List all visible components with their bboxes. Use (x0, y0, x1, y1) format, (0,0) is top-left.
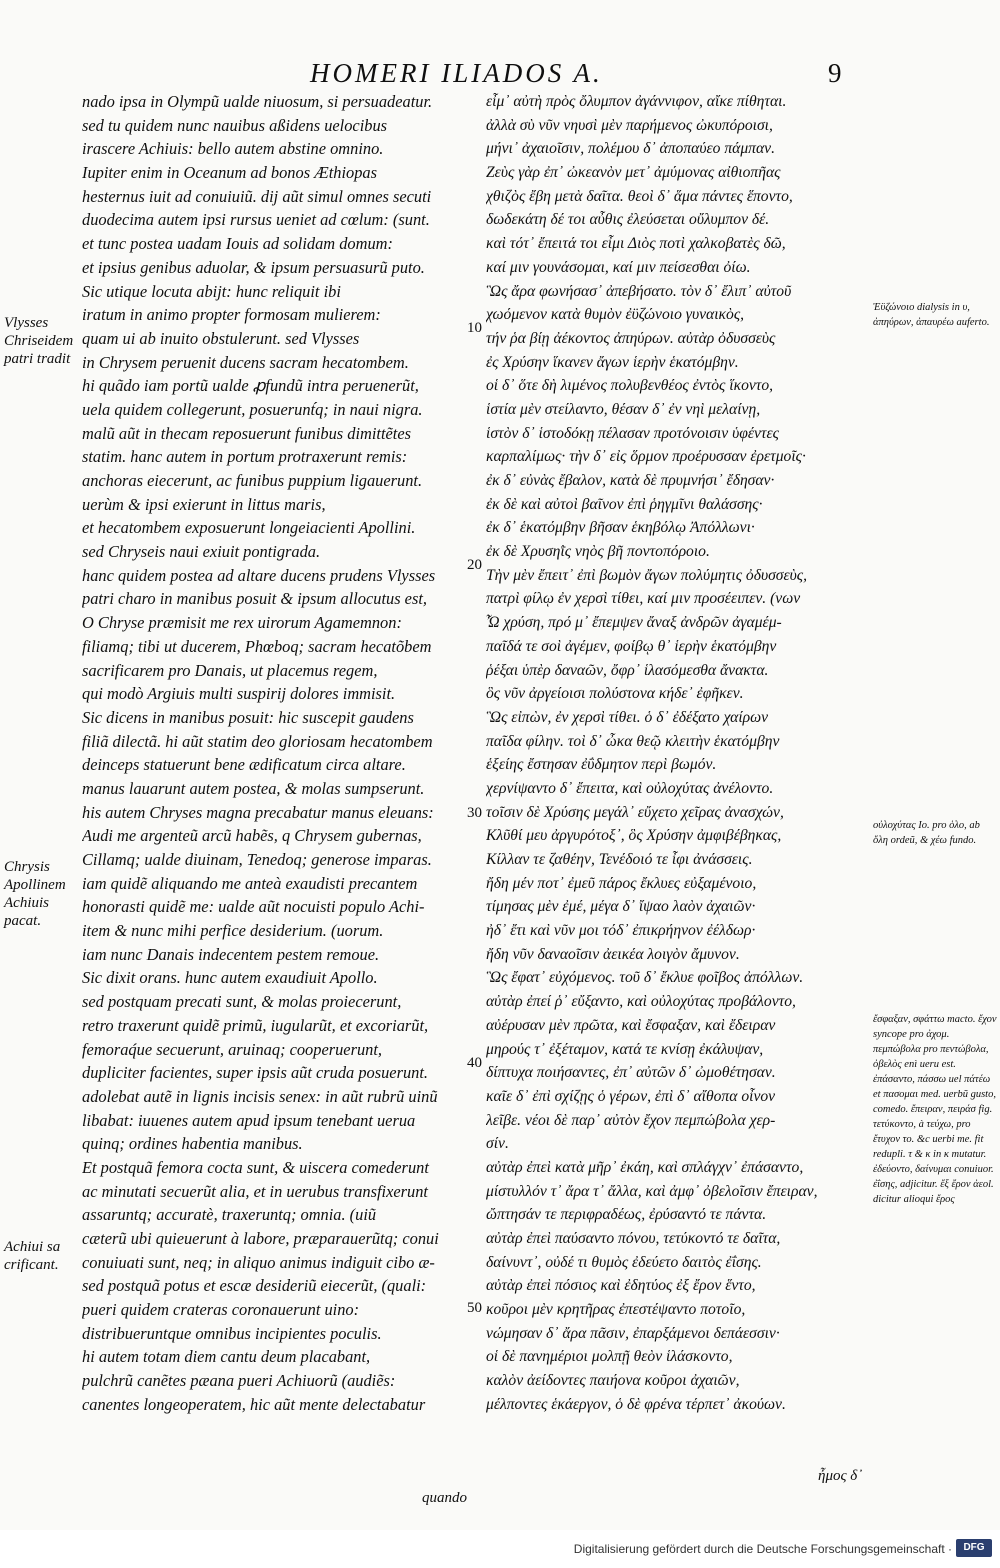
greek-verse-line: ἐς Χρύσην ἵκανεν ἄγων ἱερὴν ἑκατόμβην. (486, 353, 739, 371)
latin-verse-line: in Chrysem peruenit ducens sacram hecatombem. (82, 352, 409, 372)
latin-verse-line: nado ipsa in Olympũ ualde niuosum, si persuadeatur. (82, 92, 433, 111)
latin-verse-line: sacrificarem pro Danais, ut placemus regem, (82, 660, 378, 680)
latin-verse-line: quinq; ordines habentia manibus. (82, 1134, 303, 1154)
margin-note-left: Achiui sa crificant. (4, 1239, 61, 1273)
latin-verse-line: Et postquã femora cocta sunt, & uiscera comederunt (82, 1157, 429, 1177)
greek-verse-line: ἐκ δὲ Χρυσηῒς νηὸς βῆ ποντοπόροιο. (486, 543, 710, 561)
margin-note-right: ἔσφαξαν, σφάττω macto. ἔχον syncope pro ἀχομ. πεμπώβολα pro πεντώβολα, ὀβελὸς enì ueru est. ἐπάσαντο, πάσσω uel πάτέω et πασομαι med. uerbũ gusto, comedo. ἔπειραν, πειράσ fig. τετύκοντο, à τεύχω, pro ἔτυχον το. &c uerbi me. fit redupli. τ & κ in κ mutatur. ἐδεύοντο, δαίνυμαι conuiuor. ἐΐσης, adjicitur. ἔξ ἔρον ἀεοl. dicitur alioqui ἔρος (873, 1014, 997, 1205)
latin-verse-line: distribueruntque omnibus incipientes poculis. (82, 1323, 382, 1343)
latin-verse-line: retro traxerunt quidẽ primũ, iugularũt, et excoriarũt, (82, 1015, 429, 1035)
line-number: 40 (467, 1055, 482, 1071)
greek-verse-line: εἶμ᾽ αὐτὴ πρὸς ὄλυμπον ἀγάννιφον, αἴκε πίθηται. (486, 93, 787, 110)
greek-verse-line: χθιζὸς ἔβη μετὰ δαῖτα. θεοὶ δ᾽ ἅμα πάντες ἕποντο, (486, 187, 793, 205)
line-number: 50 (467, 1300, 482, 1316)
greek-verse-line: ὤπτησάν τε περιφραδέως, ἐρύσαντό τε πάντα. (486, 1206, 767, 1224)
greek-verse-line: καῖε δ᾽ ἐπὶ σχίζῃς ὁ γέρων, ἐπὶ δ᾽ αἴθοπα οἶνον (486, 1087, 776, 1105)
latin-verse-line: Audi me argenteũ arcũ habẽs, q Chrysem gubernas, (82, 826, 422, 846)
latin-verse-line: sed postquam precati sunt, & molas proiecerunt, (82, 992, 402, 1012)
latin-verse-line: et hecatombem exposuerunt longeiacienti Apollini. (82, 518, 416, 538)
latin-verse-line: sed tu quidem nunc nauibus aßidens uelocibus (82, 115, 388, 135)
latin-verse-line: cæterũ ubi quieuerunt à labore, præparauerũtq; conui (82, 1229, 439, 1248)
greek-verse-line: πατρὶ φίλῳ ἐν χερσὶ τίθει, καί μιν προσέειπεν. (νων (486, 590, 801, 608)
latin-verse-line: Cillamq; ualde diuinam, Tenedoq; generose imparas. (82, 850, 432, 869)
latin-verse-line: quam ui ab inuito obstulerunt. sed Vlysses (82, 328, 360, 348)
greek-verse-line: Ὣς εἰπὼν, ἐν χερσὶ τίθει. ὁ δ᾽ ἐδέξατο χαίρων (486, 708, 769, 726)
greek-verse-line: μέλποντες ἑκάεργον, ὁ δὲ φρένα τέρπετ᾽ ἀκούων. (486, 1395, 786, 1413)
latin-verse-line: Sic dixit orans. hunc autem exaudiuit Apollo. (82, 968, 378, 988)
latin-verse-line: et tunc postea uadam Iouis ad solidam domum: (82, 234, 393, 254)
latin-verse-line: anchoras eiecerunt, ac funibus puppium ligauerunt. (82, 471, 423, 490)
digitization-footer (0, 1530, 1000, 1568)
latin-verse-line: canentes longeoperatem, hic aũt mente delectabatur (82, 1394, 426, 1414)
greek-verse-line: Κίλλαν τε ζαθέην, Τενέδοιό τε ἶφι ἀνάσσεις. (486, 851, 753, 868)
latin-verse-line: et ipsius genibus aduolar, & ipsum persuasurũ puto. (82, 257, 425, 277)
greek-verse-line: νώμησαν δ᾽ ἄρα πᾶσιν, ἐπαρξάμενοι δεπάεσσιν· (486, 1324, 780, 1342)
greek-verse-line: παῖδα φίλην. τοὶ δ᾽ ὦκα θεῷ κλειτὴν ἑκατόμβην (486, 732, 780, 750)
greek-verse-line: ἐκ δ᾽ ἑκατόμβην βῆσαν ἑκηβόλῳ Ἀπόλλωνι· (486, 519, 755, 537)
latin-verse-line: filiamq; tibi ut ducerem, Phœboq; sacram hecatõbem (82, 636, 432, 656)
greek-verse-line: λεῖβε. νέοι δὲ παρ᾽ αὐτὸν ἔχον πεμπώβολα χερ- (486, 1111, 776, 1129)
margin-note-right: Ἐϋζώνοιο dialysis in υ, ἀπηύρων, ἀπαυρέω auferto. (873, 302, 990, 328)
latin-verse-line: iratum in animo propter formosam mulierem: (82, 305, 381, 325)
greek-verse-line: Ὣς ἔφατ᾽ εὐχόμενος. τοῦ δ᾽ ἔκλυε φοῖβος ἀπόλλων. (486, 969, 804, 987)
greek-verse-line: ἤδη μέν ποτ᾽ ἐμεῦ πάρος ἔκλυες εὐξαμένοιο, (486, 874, 757, 892)
greek-verse-line: καὶ τότ᾽ ἔπειτά τοι εἶμι Διὸς ποτὶ χαλκοβατὲς δῶ, (486, 235, 786, 253)
latin-verse-line: malũ aũt in thecam reposuerunt funibus dimittẽtes (82, 423, 411, 443)
greek-verse-line: αὐτὰρ ἐπεὶ παύσαντο πόνου, τετύκοντό τε δαῖτα, (486, 1230, 781, 1247)
latin-verse-line: hesternus iuit ad conuiuiũ. dij aũt simul omnes secuti (82, 186, 432, 206)
latin-verse-line: uela quidem collegerunt, posuerunt́q; in naui nigra. (82, 399, 423, 419)
greek-verse-line: ἐκ δὲ καὶ αὐτοὶ βαῖνον ἐπὶ ῥηγμῖνι θαλάσσης· (486, 495, 763, 513)
greek-verse-line: μίστυλλόν τ᾽ ἄρα τ᾽ ἄλλα, καὶ ἀμφ᾽ ὀβελοῖσιν ἔπειραν, (486, 1182, 818, 1200)
greek-verse-line: αὐτὰρ ἐπεὶ κατὰ μῆρ᾽ ἐκάη, καὶ σπλάγχν᾽ ἐπάσαντο, (486, 1158, 804, 1176)
page-number: 9 (828, 58, 845, 88)
greek-verse-line: ὃς νῦν ἀργείοισι πολύστονα κήδε᾽ ἐφῆκεν. (486, 685, 744, 703)
latin-verse-line: pueri quidem crateras coronauerunt uino: (82, 1300, 360, 1320)
greek-verse-line: τίμησας μὲν ἐμέ, μέγα δ᾽ ἴψαο λαὸν ἀχαιῶν· (486, 898, 756, 916)
latin-verse-line: his autem Chryses magna precabatur manus eleuans: (82, 802, 434, 822)
latin-verse-line: qui modò Argiuis multi suspirij dolores immisit. (82, 684, 396, 704)
greek-verse-line: καρπαλίμως· τὴν δ᾽ εἰς ὅρμον προέρυσσαν ἐρετμοῖς· (486, 448, 806, 466)
latin-verse-line: femoraq́ue secuerunt, aruinaq; cooperuerunt, (82, 1039, 382, 1059)
latin-verse-line: iam quidẽ aliquando me anteà exaudisti precantem (82, 873, 418, 893)
greek-verse-line: ῥέξαι ὑπὲρ δαναῶν, ὄφρ᾽ ἱλασόμεσθα ἄνακτα. (486, 661, 769, 679)
greek-verse-line: παῖδά τε σοὶ ἀγέμεν, φοίβῳ θ᾽ ἱερὴν ἑκατόμβην (486, 637, 777, 655)
greek-verse-line: μηρούς τ᾽ ἐξέταμον, κατά τε κνίσῃ ἐκάλυψαν, (486, 1040, 764, 1058)
latin-verse-line: pulchrũ canẽtes pæana pueri Achiuorũ (audiẽs: (82, 1371, 396, 1391)
latin-verse-line: sed Chryseis naui exiuit pontigrada. (82, 542, 321, 562)
latin-verse-line: adolebat autẽ in lignis incisis senex: in aũt rubrũ uinũ (82, 1086, 438, 1106)
line-number: 30 (467, 805, 482, 821)
latin-verse-line: item & nunc mihi perfice desiderium. (uorum. (82, 921, 384, 941)
latin-verse-line: Sic dicens in manibus posuit: hic suscepit gaudens (82, 707, 414, 727)
line-number: 20 (467, 557, 482, 573)
latin-verse-line: libabat: iuuenes autem apud ipsum tenebant uerua (82, 1110, 416, 1130)
latin-verse-line: patri charo in manibus posuit & ipsum allocutus est, (82, 589, 427, 609)
greek-verse-line: Ζεὺς γὰρ ἐπ᾽ ὠκεανὸν μετ᾽ ἀμύμονας αἰθιοπῆας (486, 164, 781, 182)
greek-verse-line: οἱ δὲ πανημέριοι μολπῇ θεὸν ἱλάσκοντο, (486, 1348, 733, 1366)
greek-verse-line: καί μιν γουνάσομαι, καί μιν πείσεσθαι ὀίω. (486, 258, 751, 276)
greek-catchword: ἦμος δ᾽ (818, 1468, 863, 1484)
greek-verse-line: αὐτὰρ ἐπεὶ πόσιος καὶ ἐδητύος ἐξ ἔρον ἕντο, (486, 1277, 756, 1295)
margin-note-right: οὐλοχύτας Io. pro ὁλο, ab ὅλη ordeũ, & χέω fundo. (873, 820, 980, 846)
greek-verse-line: ἤδη νῦν δαναοῖσιν ἀεικέα λοιγὸν ἄμυνον. (486, 945, 740, 963)
greek-verse-line: τοῖσιν δὲ Χρύσης μεγάλ᾽ εὔχετο χεῖρας ἀνασχών, (486, 803, 784, 821)
latin-verse-line: manus lauarunt autem postea, & molas sumpserunt. (82, 778, 425, 798)
greek-verse-line: ἠδ᾽ ἔτι καὶ νῦν μοι τόδ᾽ ἐπικρήηνον ἐέλδωρ· (486, 922, 756, 940)
greek-verse-line: ἐκ δ᾽ εὐνὰς ἔβαλον, κατὰ δὲ πρυμνήσι᾽ ἔδησαν· (486, 472, 775, 489)
greek-verse-line: Κλῦθί μευ ἀργυρότοξ᾽, ὃς Χρύσην ἀμφιβέβηκας, (486, 827, 782, 845)
greek-verse-line: τήν ῥα βίῃ ἀέκοντος ἀπηύρων. αὐτὰρ ὀδυσσεὺς (486, 329, 776, 347)
line-number: 10 (467, 320, 482, 336)
greek-verse-line: χερνίψαντο δ᾽ ἔπειτα, καὶ οὐλοχύτας ἀνέλοντο. (486, 779, 774, 797)
margin-note-left: Chrysis Apollinem Achiuis pacat. (4, 859, 66, 929)
running-header (300, 58, 920, 94)
margin-note-left: Vlysses Chriseidem patri tradit (4, 315, 74, 367)
greek-verse-line: δαίνυντ᾽, οὐδέ τι θυμὸς ἐδεύετο δαιτὸς ἐΐσης. (486, 1253, 762, 1271)
running-title: HOMERI ILIADOS A. (310, 58, 603, 88)
greek-verse-line: ἀλλὰ σὺ νῦν νηυσὶ μὲν παρήμενος ὠκυπόροισι, (486, 116, 773, 134)
latin-catchword: quando (422, 1490, 467, 1506)
greek-verse-line: ἱστία μὲν στείλαντο, θέσαν δ᾽ ἐν νηὶ μελαίνῃ, (486, 400, 761, 418)
latin-verse-line: iam nunc Danais indecentem pestem remoue. (82, 944, 380, 964)
greek-verse-line: καλὸν ἀείδοντες παιήονα κοῦροι ἀχαιῶν, (486, 1372, 740, 1390)
dfg-logo: DFG (956, 1539, 992, 1557)
greek-verse-line: χωόμενον κατὰ θυμὸν ἐϋζώνοιο γυναικὸς, (486, 306, 745, 324)
greek-verse-line: ἑξείης ἔστησαν ἐΰδμητον περὶ βωμόν. (486, 756, 717, 774)
latin-verse-line: O Chryse præmisit me rex uirorum Agamemnon: (82, 613, 402, 633)
greek-verse-line: οἱ δ᾽ ὅτε δὴ λιμένος πολυβενθέος ἐντὸς ἵκοντο, (486, 377, 774, 395)
latin-verse-line: irascere Achiuis: bello autem abstine omnino. (82, 139, 384, 159)
latin-verse-line: honorasti quidẽ me: ualde aũt nocuisti populo Achi- (82, 897, 425, 917)
latin-verse-line: dupliciter facientes, super ipsis aũt cruda posuerunt. (82, 1063, 428, 1083)
latin-verse-line: statim. hanc autem in portum protraxerunt remis: (82, 447, 408, 467)
greek-verse-line: κοῦροι μὲν κρητῆρας ἐπεστέψαντο ποτοῖο, (486, 1301, 746, 1319)
latin-verse-line: sed postquã potus et escæ desideriũ eiecerũt, (quali: (82, 1276, 427, 1296)
greek-verse-line: Ὣς ἄρα φωνήσασ᾽ ἀπεβήσατο. τὸν δ᾽ ἔλιπ᾽ αὐτοῦ (486, 282, 792, 300)
funding-notice: Digitalisierung gefördert durch die Deutsche Forschungsgemeinschaft · (573, 1542, 952, 1556)
greek-verse-line: ἱστὸν δ᾽ ἱστοδόκῃ πέλασαν προτόνοισιν ὑφέντες (486, 424, 779, 442)
greek-verse-line: δίπτυχα ποιήσαντες, ἐπ᾽ αὐτῶν δ᾽ ὠμοθέτησαν. (486, 1064, 776, 1082)
latin-verse-line: hanc quidem postea ad altare ducens prudens Vlysses (82, 565, 436, 585)
greek-text-column (486, 90, 876, 1417)
greek-verse-line: σίν. (486, 1135, 509, 1153)
latin-verse-line: deinceps statuerunt bene ædificatum circa altare. (82, 755, 406, 775)
greek-verse-line: αὐτὰρ ἐπεί ῥ᾽ εὔξαντο, καὶ οὐλοχύτας προβάλοντο, (486, 993, 796, 1011)
latin-verse-line: duodecima autem ipsi rursus ueniet ad cœlum: (sunt. (82, 210, 430, 230)
latin-translation-column (82, 90, 482, 1417)
greek-verse-line: Τὴν μὲν ἔπειτ᾽ ἐπὶ βωμὸν ἄγων πολύμητις ὀδυσσεὺς, (486, 566, 808, 584)
greek-verse-line: δωδεκάτη δέ τοι αὖθις ἐλεύσεται οὔλυμπον δέ. (486, 211, 770, 229)
latin-verse-line: conuiuati sunt, neq; in aliquo animus indiguit cibo æ- (82, 1252, 435, 1272)
latin-verse-line: ac minutati secuerũt alia, et in uerubus transfixerunt (82, 1181, 428, 1201)
latin-verse-line: filiã dilectã. hi aũt statim deo gloriosam hecatombem (82, 731, 433, 751)
greek-verse-line: μήνι᾽ ἀχαιοῖσιν, πολέμου δ᾽ ἀποπαύεο πάμπαν. (486, 140, 775, 158)
latin-verse-line: hi quãdo iam portũ ualde ꝓfundũ intra peruenerũt, (82, 376, 419, 396)
latin-verse-line: uerùm & ipsi exierunt in littus maris, (82, 494, 326, 514)
latin-verse-line: assaruntq; accuratè, traxeruntq; omnia. (uiũ (82, 1205, 377, 1225)
latin-verse-line: Iupiter enim in Oceanum ad bonos Æthiopas (82, 163, 378, 183)
greek-verse-line: αὐέρυσαν μὲν πρῶτα, καὶ ἔσφαξαν, καὶ ἔδειραν (486, 1016, 776, 1034)
greek-verse-line: Ὦ χρύση, πρό μ᾽ ἔπεμψεν ἄναξ ἀνδρῶν ἀγαμέμ- (486, 614, 782, 632)
latin-verse-line: Sic utique locuta abijt: hunc reliquit ibi (82, 281, 341, 301)
latin-verse-line: hi autem totam diem cantu deum placabant, (82, 1347, 371, 1367)
